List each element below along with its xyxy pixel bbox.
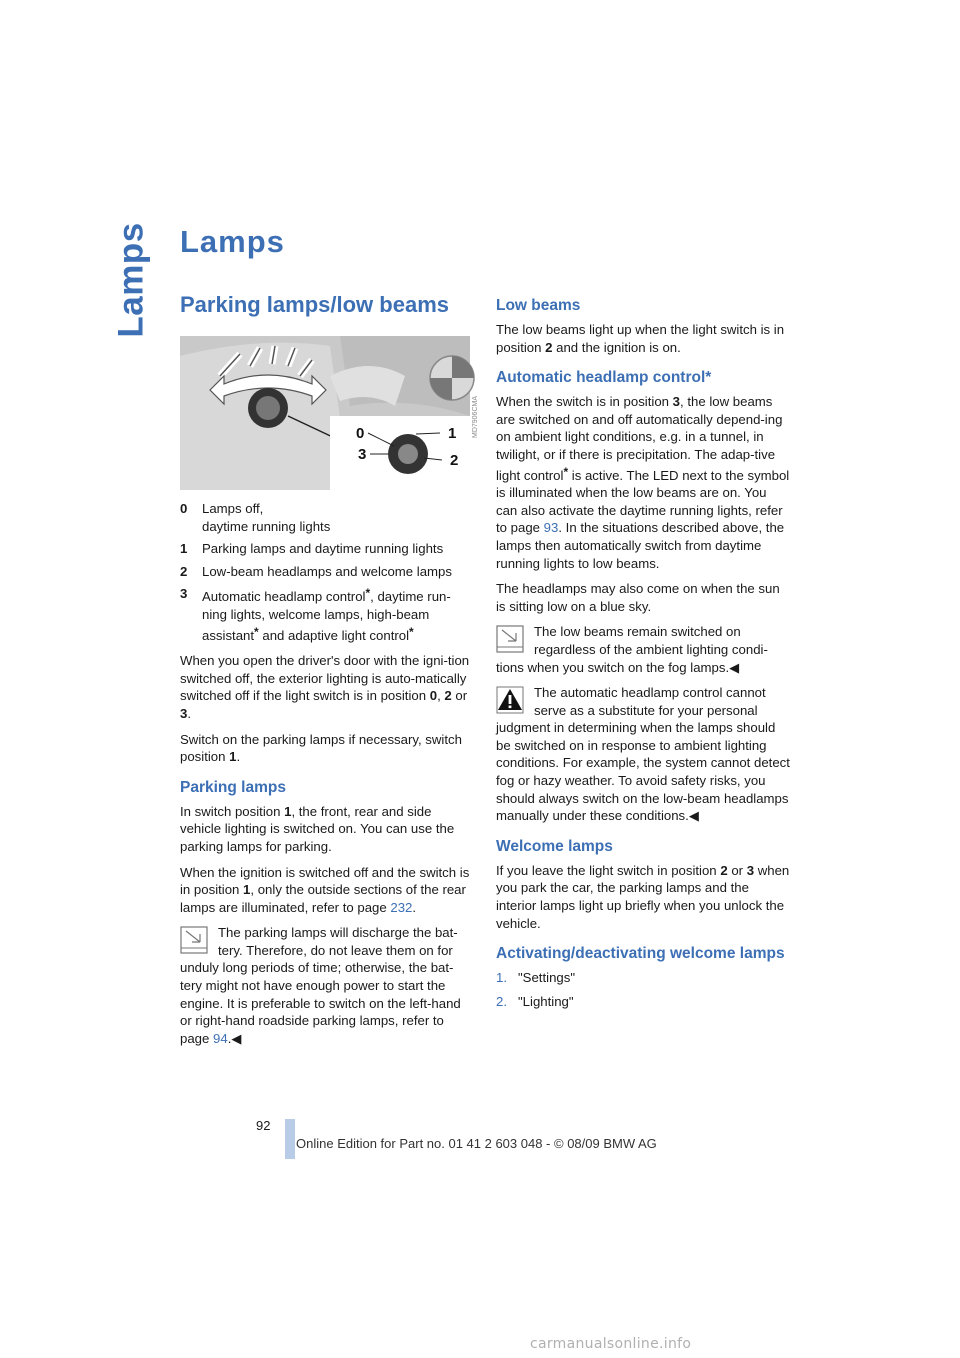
- heading-activating-welcome: Activating/deactivating welcome lamps: [496, 945, 785, 963]
- warning-icon: [496, 686, 524, 714]
- paragraph: In switch position 1, the front, rear and side vehicle lighting is switched on. You can use the parking lamps for parking.: [180, 803, 455, 854]
- switch-position-legend: [180, 500, 470, 644]
- steps-list: [496, 969, 790, 1010]
- footer-edition: Online Edition for Part no. 01 41 2 603 048 - © 08/09 BMW AG: [296, 1136, 657, 1151]
- legend-item: 3 Automatic headlamp control*, daytime run-ning lights, welcome lamps, high-beam assistant* and adaptive light control*: [180, 586, 451, 643]
- figure-code: MD7906CMA: [472, 396, 479, 439]
- note-arrow-icon: [496, 625, 524, 653]
- paragraph: When you open the driver's door with the igni-tion switched off, the exterior lighting is auto-matically switched off if the light switch is in position 0, 2 or 3.: [180, 653, 470, 721]
- page-link-93[interactable]: 93: [543, 520, 559, 536]
- page-title: Lamps: [180, 224, 285, 259]
- page-number: 92: [256, 1118, 271, 1133]
- left-column: [180, 336, 479, 1055]
- paragraph: When the switch is in position 3, the low beams are switched on and off automatically depend-ing on ambient light conditions, e.g. in a tunnel, in twilight, or if there is precipitation. The adap-tive light control* is active. The LED next to the symbol is illuminated when the low beams are on. You can also activate the daytime running lights, refer to page 93. In the situations described above, the lamps then automatically switch from daytime running lights to low beams.: [496, 394, 790, 571]
- legend-item: 1 Parking lamps and daytime running lights: [180, 541, 444, 557]
- figure-label-1: 1: [448, 425, 457, 442]
- watermark: carmanualsonline.info: [530, 1336, 692, 1352]
- list-item: 1. "Settings": [496, 970, 576, 986]
- list-item: 2. "Lighting": [496, 993, 574, 1009]
- legend-item: 2 Low-beam headlamps and welcome lamps: [180, 563, 452, 579]
- footer-bar: [285, 1119, 295, 1159]
- page-link-232[interactable]: 232: [390, 899, 413, 915]
- heading-automatic-headlamp: Automatic headlamp control*: [496, 369, 712, 387]
- heading-parking-lamps: Parking lamps: [180, 778, 286, 796]
- paragraph: When the ignition is switched off and the switch is in position 1, only the outside sections of the rear lamps are illuminated, refer to page 232.: [180, 864, 470, 915]
- section-title: Parking lamps/low beams: [180, 292, 449, 317]
- paragraph: The headlamps may also come on when the sun is sitting low on a blue sky.: [496, 581, 780, 614]
- heading-low-beams: Low beams: [496, 297, 581, 314]
- paragraph: If you leave the light switch in position 2 or 3 when you park the car, the parking lamps and the interior lamps light up briefly when you unlock the vehicle.: [496, 862, 790, 931]
- paragraph: The low beams light up when the light switch is in position 2 and the ignition is on.: [496, 322, 785, 355]
- option-star: *: [254, 624, 259, 639]
- figure-label-3: 3: [358, 446, 367, 463]
- page-link-94[interactable]: 94: [213, 1030, 228, 1046]
- option-star: *: [409, 624, 414, 639]
- side-chapter-tab: Lamps: [112, 222, 151, 338]
- option-star: *: [365, 586, 371, 601]
- figure-label-0: 0: [356, 425, 365, 442]
- heading-welcome-lamps: Welcome lamps: [496, 837, 613, 855]
- note-arrow-icon: [180, 926, 208, 954]
- paragraph: Switch on the parking lamps if necessary, switch position 1.: [180, 731, 462, 765]
- warning-automatic-headlamp: The automatic headlamp control cannot serve as a substitute for your personal judgment in determining when the lamps should be switched on in response to ambient lighting conditions. For example, the system cannot detect fog or hazy weather. To avoid safety risks, you should always switch on the low-beam headlamps manually under these conditions.◀: [496, 685, 790, 824]
- note-fog-lamps: The low beams remain switched on regardless of the ambient lighting condi-tions when you switch on the fog lamps.◀: [496, 624, 768, 675]
- legend-item: 0 Lamps off, daytime running lights: [180, 501, 331, 534]
- light-switch-figure: [180, 336, 479, 490]
- light-switch-illustration: [180, 336, 470, 490]
- note-parking-battery: The parking lamps will discharge the bat-tery. Therefore, do not leave them on for unduly long periods of time; otherwise, the bat-tery might not have enough power to start the engine. It is preferable to switch on the left-hand or right-hand roadside parking lamps, refer to page 94.◀: [180, 925, 461, 1046]
- right-column: [496, 296, 790, 1016]
- figure-label-2: 2: [450, 452, 459, 469]
- option-star: *: [563, 464, 569, 479]
